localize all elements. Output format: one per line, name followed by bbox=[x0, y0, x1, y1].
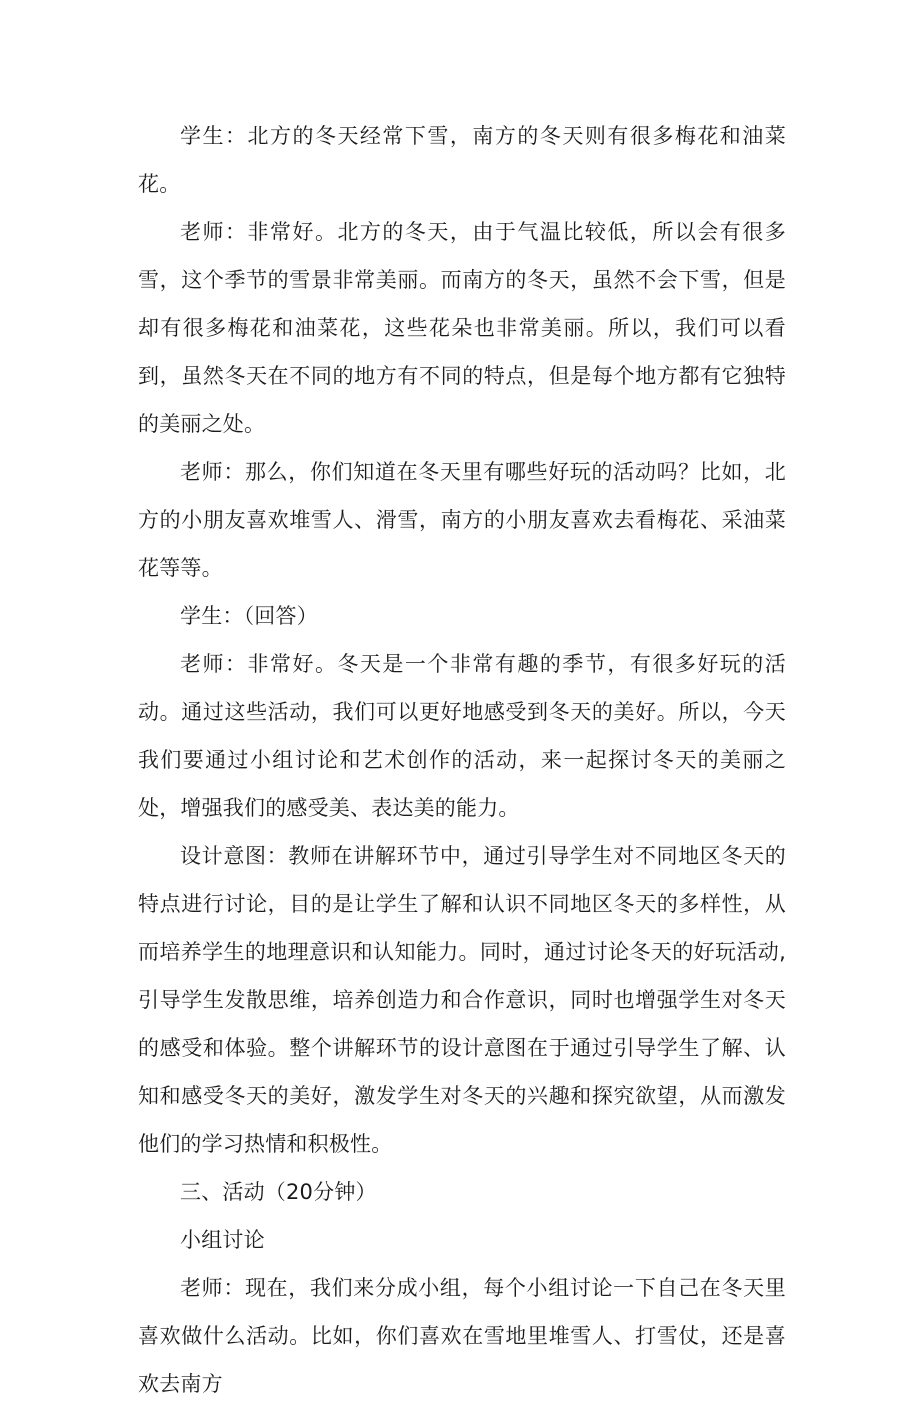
document-page bbox=[138, 112, 786, 1408]
section-heading-activity: 三、活动（20分钟） bbox=[180, 1180, 377, 1204]
paragraph-student-answer-1: 学生：北方的冬天经常下雪，南方的冬天则有很多梅花和油菜花。 bbox=[138, 124, 786, 196]
paragraph-student-answer-2: 学生：（回答） bbox=[180, 604, 318, 628]
paragraph-teacher-activities-question: 老师：那么，你们知道在冬天里有哪些好玩的活动吗？比如，北方的小朋友喜欢堆雪人、滑雪，南方的小朋友喜欢去看梅花、采油菜花等等。 bbox=[138, 460, 786, 580]
paragraph-teacher-winter-differences: 老师：非常好。北方的冬天，由于气温比较低，所以会有很多雪，这个季节的雪景非常美丽。而南方的冬天，虽然不会下雪，但是却有很多梅花和油菜花，这些花朵也非常美丽。所以，我们可以看到，虽然冬天在不同的地方有不同的特点，但是每个地方都有它独特的美丽之处。 bbox=[138, 220, 786, 436]
paragraph-teacher-summary: 老师：非常好。冬天是一个非常有趣的季节，有很多好玩的活动。通过这些活动，我们可以更好地感受到冬天的美好。所以，今天我们要通过小组讨论和艺术创作的活动，来一起探讨冬天的美丽之处，增强我们的感受美、表达美的能力。 bbox=[138, 652, 786, 820]
paragraph-design-intent: 设计意图：教师在讲解环节中，通过引导学生对不同地区冬天的特点进行讨论，目的是让学生了解和认识不同地区冬天的多样性，从而培养学生的地理意识和认知能力。同时，通过讨论冬天的好玩活动,引导学生发散思维，培养创造力和合作意识，同时也增强学生对冬天的感受和体验。整个讲解环节的设计意图在于通过引导学生了解、认知和感受冬天的美好，激发学生对冬天的兴趣和探究欲望，从而激发他们的学习热情和积极性。 bbox=[138, 844, 786, 1156]
subheading-group-discussion: 小组讨论 bbox=[180, 1228, 265, 1252]
paragraph-teacher-group-instructions: 老师：现在，我们来分成小组，每个小组讨论一下自己在冬天里喜欢做什么活动。比如，你们喜欢在雪地里堆雪人、打雪仗，还是喜欢去南方 bbox=[138, 1276, 786, 1396]
